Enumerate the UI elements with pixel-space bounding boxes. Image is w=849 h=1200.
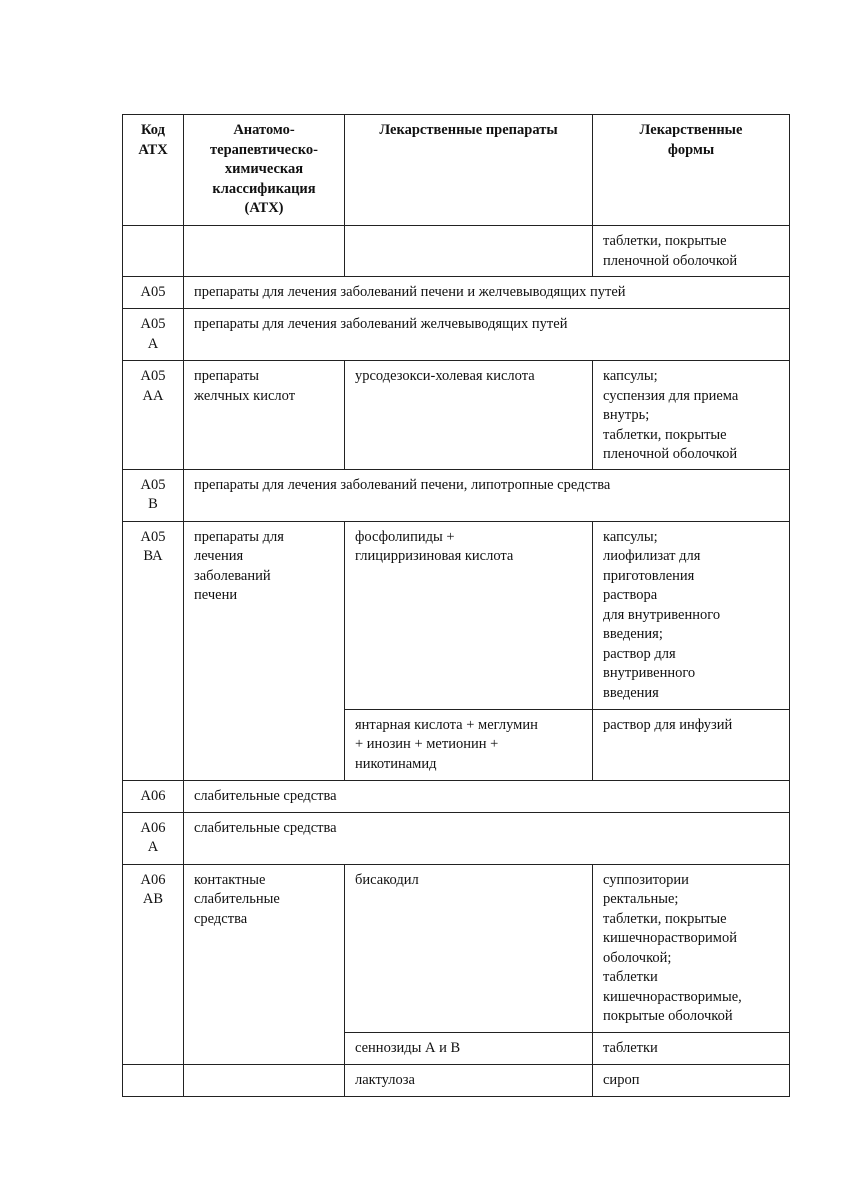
table-row — [123, 226, 790, 277]
cell-group-name: препараты для лечения заболеваний желчевыводящих путей — [184, 309, 790, 361]
table-header-row — [123, 115, 790, 226]
cell-forms: сироп — [593, 1064, 790, 1096]
cell-drug: бисакодил — [345, 864, 593, 1032]
table-row — [123, 521, 790, 709]
cell-code: А05 ВА — [123, 521, 184, 780]
header-drugs: Лекарственные препараты — [345, 115, 593, 226]
cell-forms: таблетки — [593, 1032, 790, 1064]
cell-forms: капсулы; лиофилизат для приготовления раствора для внутривенного введения; раствор для внутривенного введения — [593, 521, 790, 709]
table-row — [123, 469, 790, 521]
table-row — [123, 864, 790, 1032]
cell-code: А06 А — [123, 812, 184, 864]
table-row — [123, 309, 790, 361]
table-row — [123, 1064, 790, 1096]
cell-group-name: слабительные средства — [184, 812, 790, 864]
cell-classification-empty — [184, 1064, 345, 1096]
cell-forms: суппозитории ректальные; таблетки, покрытые кишечнорастворимой оболочкой; таблетки кишечнорастворимые, покрытые оболочкой — [593, 864, 790, 1032]
cell-group-name: препараты для лечения заболеваний печени и желчевыводящих путей — [184, 277, 790, 309]
table-row — [123, 277, 790, 309]
cell-forms: раствор для инфузий — [593, 709, 790, 780]
header-forms: Лекарственные формы — [593, 115, 790, 226]
cell-code: А05 В — [123, 469, 184, 521]
cell-group-name: препараты для лечения заболеваний печени, липотропные средства — [184, 469, 790, 521]
cell-classification-empty — [184, 226, 345, 277]
table-row — [123, 361, 790, 470]
cell-classification: препараты для лечения заболеваний печени — [184, 521, 345, 780]
atx-drug-table — [122, 114, 790, 1097]
table-row — [123, 780, 790, 812]
cell-drug: янтарная кислота + меглумин + инозин + метионин + никотинамид — [345, 709, 593, 780]
cell-code-empty — [123, 226, 184, 277]
cell-drug: фосфолипиды + глицирризиновая кислота — [345, 521, 593, 709]
cell-drug: урсодезокси-холевая кислота — [345, 361, 593, 470]
cell-classification: препараты желчных кислот — [184, 361, 345, 470]
cell-code: А05 — [123, 277, 184, 309]
cell-drug: лактулоза — [345, 1064, 593, 1096]
cell-code: А05 А — [123, 309, 184, 361]
cell-code: А06 АВ — [123, 864, 184, 1064]
cell-forms: капсулы; суспензия для приема внутрь; таблетки, покрытые пленочной оболочкой — [593, 361, 790, 470]
table-row — [123, 812, 790, 864]
cell-drug: сеннозиды А и В — [345, 1032, 593, 1064]
cell-drug-empty — [345, 226, 593, 277]
cell-classification: контактные слабительные средства — [184, 864, 345, 1064]
cell-group-name: слабительные средства — [184, 780, 790, 812]
cell-code-empty — [123, 1064, 184, 1096]
header-classification: Анатомо- терапевтическо- химическая классификация (АТХ) — [184, 115, 345, 226]
cell-forms: таблетки, покрытые пленочной оболочкой — [593, 226, 790, 277]
header-code: Код АТХ — [123, 115, 184, 226]
cell-code: А05 АА — [123, 361, 184, 470]
cell-code: А06 — [123, 780, 184, 812]
